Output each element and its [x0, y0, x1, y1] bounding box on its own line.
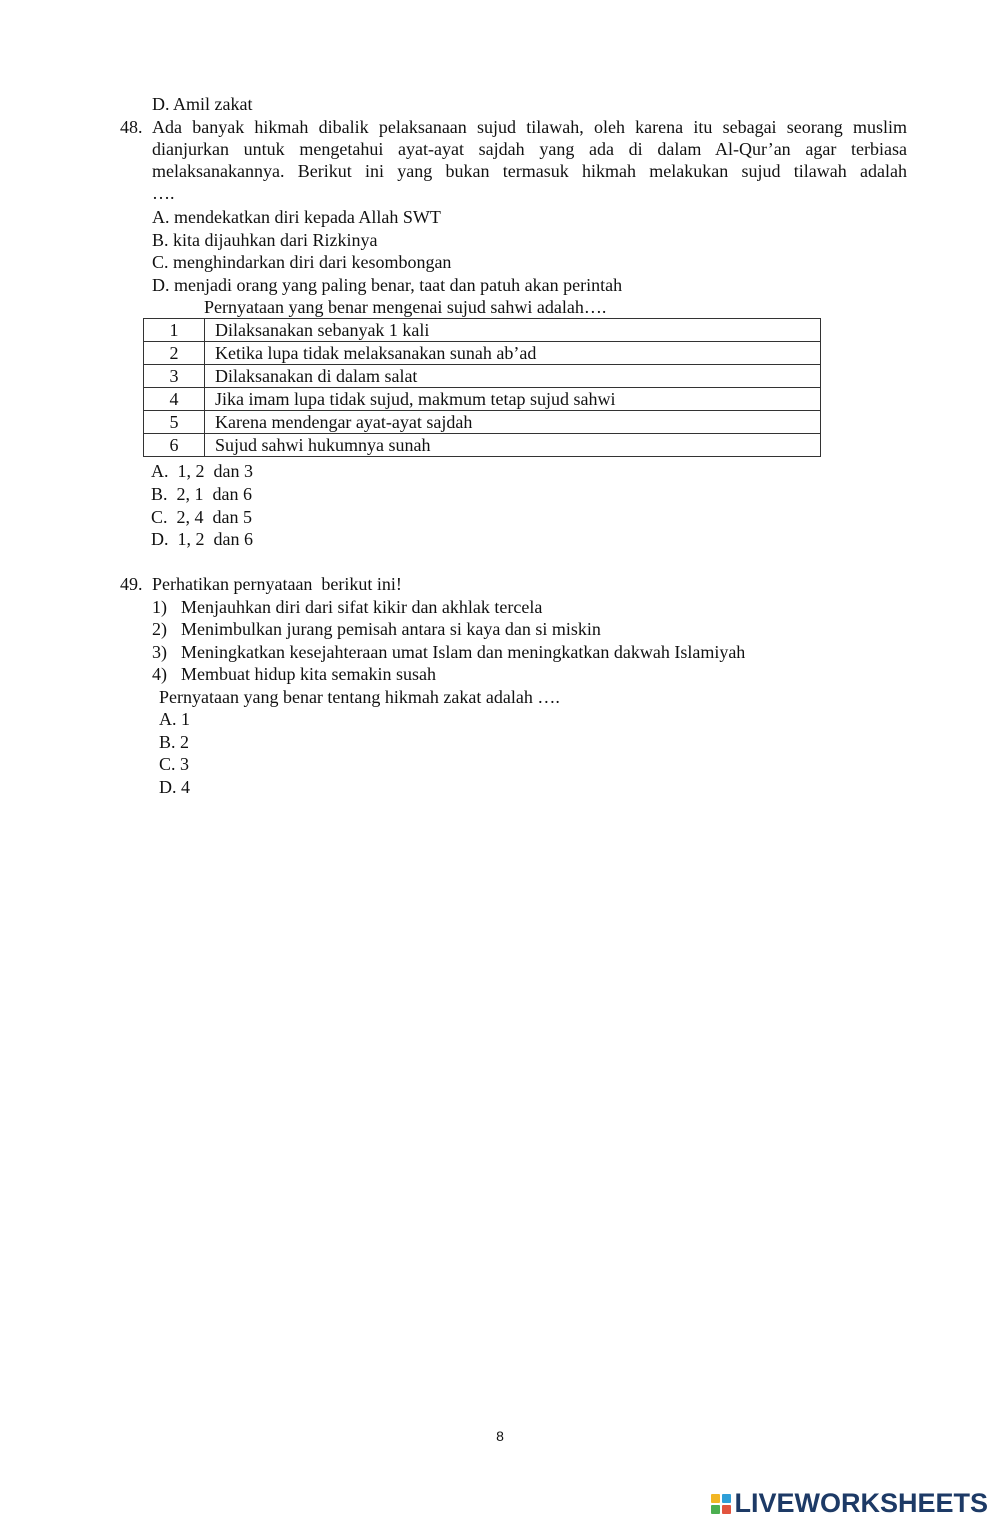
row-number: 5 [144, 411, 205, 434]
q49-statement-text: Meningkatkan kesejahteraan umat Islam dan meningkatkan dakwah Islamiyah [181, 642, 746, 662]
q48-text-line-4: …. [152, 183, 175, 203]
brand-name: LIVEWORKSHEETS [734, 1488, 988, 1518]
q48-option-a[interactable]: A. mendekatkan diri kepada Allah SWT [152, 207, 441, 227]
logo-square [722, 1505, 731, 1514]
q48-option-c[interactable]: C. menghindarkan diri dari kesombongan [152, 252, 452, 272]
sahwi-option-d[interactable]: D. 1, 2 dan 6 [151, 529, 253, 549]
logo-square [711, 1505, 720, 1514]
logo-square [711, 1494, 720, 1503]
liveworksheets-logo-icon [711, 1494, 731, 1514]
table-row [144, 365, 821, 388]
table-row [144, 319, 821, 342]
sahwi-option-b[interactable]: B. 2, 1 dan 6 [151, 484, 252, 504]
row-text: Dilaksanakan sebanyak 1 kali [205, 319, 821, 342]
table-row [144, 388, 821, 411]
q49-statement-number: 4) [152, 664, 167, 684]
sahwi-statements-table [143, 318, 821, 457]
q48-text-line-3: melaksanakannya. Berikut ini yang bukan termasuk hikmah melakukan sujud tilawah adalah [152, 161, 907, 181]
table-row [144, 411, 821, 434]
row-text: Ketika lupa tidak melaksanakan sunah ab’ad [205, 342, 821, 365]
sahwi-option-a[interactable]: A. 1, 2 dan 3 [151, 461, 253, 481]
q49-statement-text: Menimbulkan jurang pemisah antara si kaya dan si miskin [181, 619, 601, 639]
row-text: Jika imam lupa tidak sujud, makmum tetap sujud sahwi [205, 388, 821, 411]
row-number: 4 [144, 388, 205, 411]
q49-option-c[interactable]: C. 3 [159, 754, 190, 774]
row-number: 3 [144, 365, 205, 388]
row-number: 1 [144, 319, 205, 342]
table-row [144, 434, 821, 457]
q49-option-b[interactable]: B. 2 [159, 732, 190, 752]
q49-statement-text: Membuat hidup kita semakin susah [181, 664, 436, 684]
row-text: Sujud sahwi hukumnya sunah [205, 434, 821, 457]
q49-option-a[interactable]: A. 1 [159, 709, 190, 729]
row-text: Karena mendengar ayat-ayat sajdah [205, 411, 821, 434]
q49-option-d[interactable]: D. 4 [159, 777, 190, 797]
q49-prompt: Pernyataan yang benar tentang hikmah zakat adalah …. [159, 687, 560, 707]
q48-text-line-2: dianjurkan untuk mengetahui ayat-ayat sajdah yang ada di dalam Al-Qur’an agar terbiasa [152, 139, 907, 159]
sahwi-prompt: Pernyataan yang benar mengenai sujud sahwi adalah…. [204, 297, 607, 317]
q48-text-line-1: Ada banyak hikmah dibalik pelaksanaan sujud tilawah, oleh karena itu sebagai seorang muslim [152, 117, 907, 137]
liveworksheets-brand[interactable] [711, 1488, 988, 1519]
page-number: 8 [496, 1428, 504, 1444]
sahwi-option-c[interactable]: C. 2, 4 dan 5 [151, 507, 252, 527]
table-row [144, 342, 821, 365]
q48-option-d[interactable]: D. menjadi orang yang paling benar, taat dan patuh akan perintah [152, 275, 623, 295]
q49-title: Perhatikan pernyataan berikut ini! [152, 574, 402, 594]
row-number: 6 [144, 434, 205, 457]
q49-statement-number: 2) [152, 619, 167, 639]
row-number: 2 [144, 342, 205, 365]
q49-statement-text: Menjauhkan diri dari sifat kikir dan akhlak tercela [181, 597, 543, 617]
q49-statement-number: 1) [152, 597, 167, 617]
prev-question-option-d: D. Amil zakat [152, 94, 253, 114]
q48-option-b[interactable]: B. kita dijauhkan dari Rizkinya [152, 230, 378, 250]
q49-number: 49. [120, 574, 143, 594]
q48-number: 48. [120, 117, 143, 137]
logo-square [722, 1494, 731, 1503]
q49-statement-number: 3) [152, 642, 167, 662]
row-text: Dilaksanakan di dalam salat [205, 365, 821, 388]
